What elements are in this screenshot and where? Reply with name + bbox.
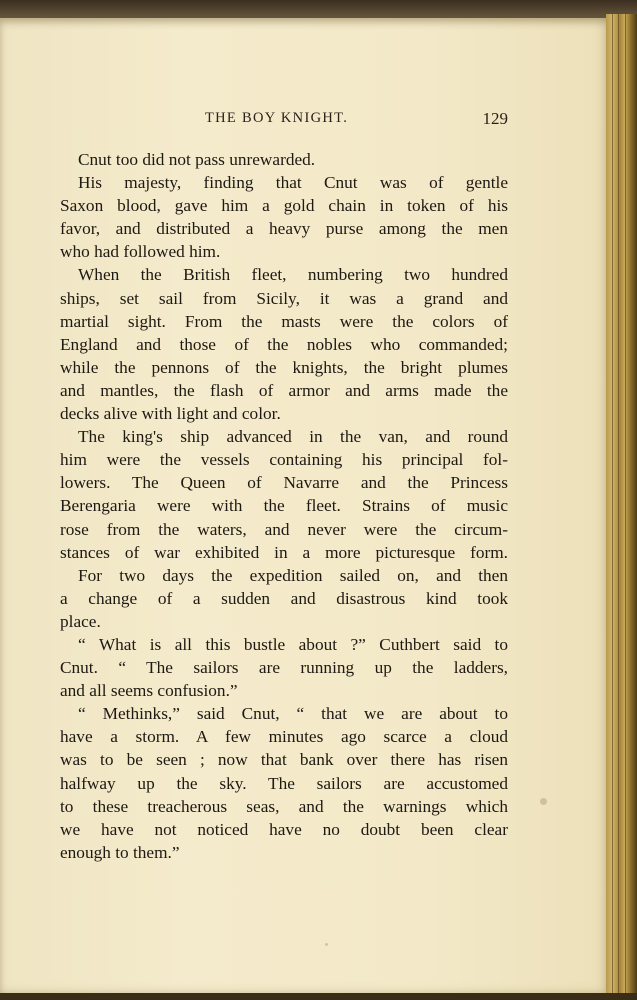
text-line: to these treacherous seas, and the warnings which xyxy=(60,796,508,816)
text-line: and mantles, the flash of armor and arms made the xyxy=(60,380,508,400)
text-line: ships, set sail from Sicily, it was a grand and xyxy=(60,288,508,308)
text-line: When the British fleet, numbering two hundred xyxy=(78,265,508,285)
running-title: THE BOY KNIGHT. xyxy=(205,110,349,126)
text-line: Saxon blood, gave him a gold chain in token of his xyxy=(60,196,508,216)
text-line: lowers. The Queen of Navarre and the Princess xyxy=(60,473,508,493)
paper-speck xyxy=(540,798,547,805)
paper-speck xyxy=(325,943,328,946)
text-line: England and those of the nobles who commanded; xyxy=(60,334,508,354)
page-number: 129 xyxy=(482,109,508,128)
running-head xyxy=(60,110,508,130)
text-line: “ What is all this bustle about ?” Cuthbert said to xyxy=(78,634,508,654)
text-line: For two days the expedition sailed on, and then xyxy=(78,565,508,585)
edge-line xyxy=(618,14,619,1000)
text-line: halfway up the sky. The sailors are accustomed xyxy=(60,773,508,793)
edge-line xyxy=(612,14,613,1000)
page-block-edge xyxy=(606,14,637,1000)
text-line: decks alive with light and color. xyxy=(60,404,281,424)
text-line: martial sight. From the masts were the colors of xyxy=(60,311,508,331)
text-line: favor, and distributed a heavy purse among the men xyxy=(60,219,508,239)
text-line: Cnut. “ The sailors are running up the ladders, xyxy=(60,658,508,678)
text-line: His majesty, finding that Cnut was of gentle xyxy=(78,173,508,193)
edge-line xyxy=(625,14,626,1000)
text-line: stances of war exhibited in a more picturesque form. xyxy=(60,542,508,562)
text-line: was to be seen ; now that bank over there has risen xyxy=(60,750,508,770)
text-line: have a storm. A few minutes ago scarce a cloud xyxy=(60,727,508,747)
text-line: Cnut too did not pass unrewarded. xyxy=(78,150,316,169)
text-line: rose from the waters, and never were the circum- xyxy=(60,519,508,539)
text-line: a change of a sudden and disastrous kind took xyxy=(60,588,508,608)
text-line: The king's ship advanced in the van, and round xyxy=(78,427,508,447)
text-line: who had followed him. xyxy=(60,242,221,262)
text-line: enough to them.” xyxy=(60,842,180,862)
text-line: we have not noticed have no doubt been clear xyxy=(60,819,508,839)
text-line: and all seems confusion.” xyxy=(60,681,238,701)
text-line: while the pennons of the knights, the bright plumes xyxy=(60,357,508,377)
top-page-edge xyxy=(0,0,637,20)
text-line: place. xyxy=(60,611,101,631)
text-line: Berengaria were with the fleet. Strains of music xyxy=(60,496,508,516)
body-text xyxy=(60,148,508,864)
text-line: him were the vessels containing his principal fol- xyxy=(60,450,508,470)
bottom-page-edge xyxy=(0,993,637,1000)
text-line: “ Methinks,” said Cnut, “ that we are about to xyxy=(78,704,508,724)
